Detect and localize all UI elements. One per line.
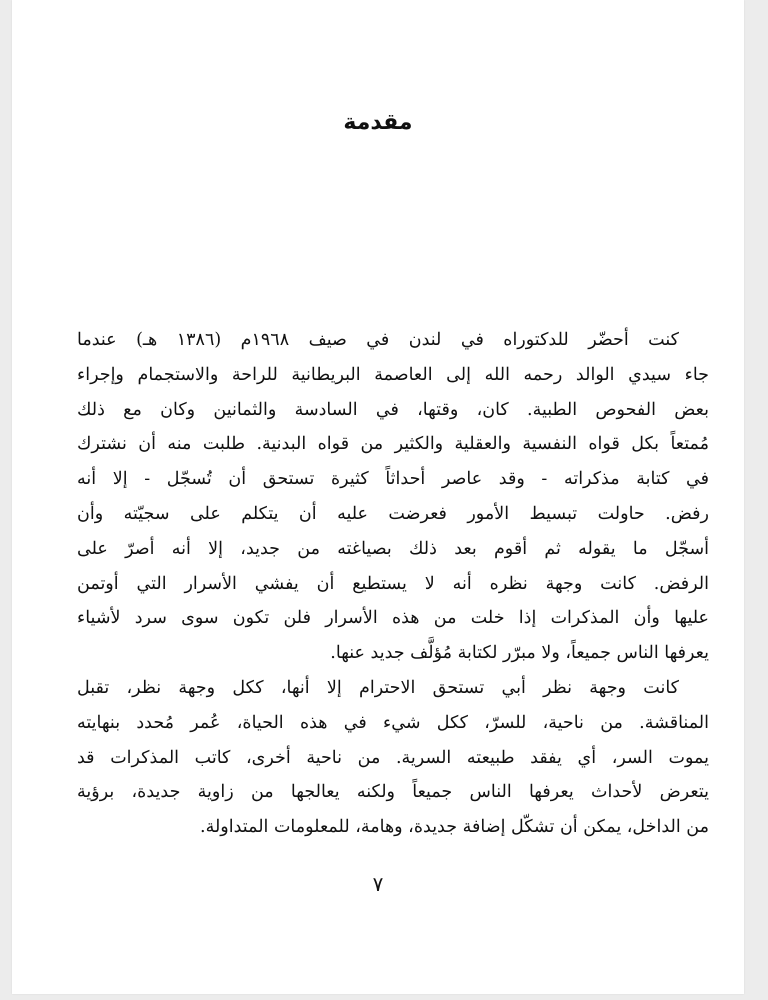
text-line: يعرفها الناس جميعاً، ولا مبرّر لكتابة مُؤلَّف جديد عنها.: [330, 643, 709, 664]
body-text: [77, 323, 709, 845]
text-line: المناقشة. من ناحية، للسرّ، ككل شيء في هذه الحياة، عُمر مُحدد بنهايته: [77, 712, 709, 733]
page-number: ٧: [372, 872, 384, 896]
text-line: رفض. حاولت تبسيط الأمور فعرضت عليه أن يتكلم على سجيّته وأن: [77, 503, 709, 524]
paragraph-1: [77, 323, 709, 671]
text-line: من الداخل، يمكن أن تشكّل إضافة جديدة، وهامة، للمعلومات المتداولة.: [200, 817, 709, 838]
paragraph-2: [77, 671, 709, 845]
text-line: مُمتعاً بكل قواه النفسية والعقلية والكثير من قواه البدنية. طلبت منه أن نشترك: [77, 434, 709, 455]
text-line: في كتابة مذكراته - وقد عاصر أحداثاً كثيرة تستحق أن تُسجّل - إلا أنه: [77, 469, 709, 490]
book-page: [12, 0, 744, 994]
text-line: أسجّل ما يقوله ثم أقوم بعد ذلك بصياغته من جديد، إلا أنه أصرّ على: [77, 538, 709, 559]
text-line: عليها وأن المذكرات إذا خلت من هذه الأسرار فلن تكون سوى سرد لأشياء: [77, 608, 709, 629]
page-title: مقدمة: [343, 110, 413, 135]
text-line: جاء سيدي الوالد رحمه الله إلى العاصمة البريطانية للراحة والاستجمام وإجراء: [77, 364, 709, 385]
text-line: الرفض. كانت وجهة نظره أنه لا يستطيع أن يفشي الأسرار التي أوتمن: [77, 573, 709, 594]
text-line: يموت السر، أي يفقد طبيعته السرية. من ناحية أخرى، كاتب المذكرات قد: [77, 747, 709, 768]
text-line: يتعرض لأحداث يعرفها الناس جميعاً ولكنه يعالجها من زاوية جديدة، برؤية: [77, 782, 709, 803]
text-line: كانت وجهة نظر أبي تستحق الاحترام إلا أنها، ككل وجهة نظر، تقبل: [77, 677, 679, 698]
text-line: كنت أحضّر للدكتوراه في لندن في صيف ١٩٦٨م (١٣٨٦ هـ) عندما: [77, 330, 679, 350]
text-line: بعض الفحوص الطبية. كان، وقتها، في السادسة والثمانين وكان مع ذلك: [77, 399, 709, 420]
